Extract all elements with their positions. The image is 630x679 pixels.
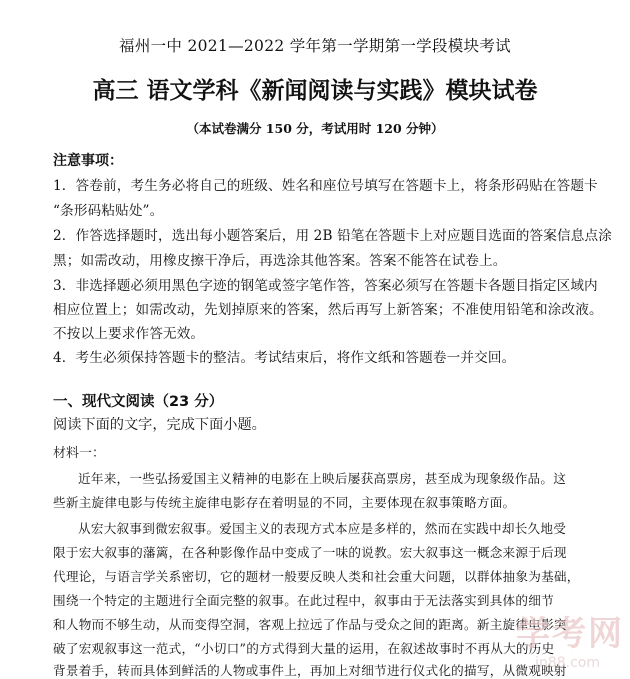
passage-line: 围绕一个特定的主题进行全面完整的叙事。在此过程中，叙事由于无法落实到具体的细节 (53, 593, 554, 608)
notice-line: 不按以上要求作答无效。 (53, 326, 205, 342)
passage-line: 些新主旋律电影与传统主旋律电影存在着明显的不同，主要体现在叙事策略方面。 (53, 495, 516, 510)
exam-subtitle: 福州一中 2021—2022 学年第一学期第一学段模块考试 (119, 37, 511, 55)
passage-line: 从宏大叙事到微宏叙事。爱国主义的表现方式本应是多样的，然而在实践中却长久地受 (78, 521, 567, 536)
material-label: 材料一： (53, 446, 106, 461)
passage-line: 和人物而不够生动，从而变得空洞，客观上拉远了作品与受众之间的距离。新主旋律电影突 (53, 617, 567, 632)
notice-line: 4．考生必须保持答题卡的整洁。考试结束后，将作文纸和答题卷一并交回。 (53, 350, 516, 366)
notice-line: 3．非选择题必须用黑色字迹的钢笔或签字笔作答，答案必须写在答题卡各题目指定区域内 (53, 278, 598, 294)
watermark-logo: 学考网 (516, 614, 624, 654)
section-instruction: 阅读下面的文字，完成下面小题。 (53, 417, 266, 433)
watermark-url: jn88.com (535, 655, 600, 671)
notice-line: “条形码粘贴处”。 (53, 203, 164, 219)
exam-note: （本试卷满分 150 分，考试用时 120 分钟） (186, 121, 444, 136)
passage-line: 背景着手，转而具体到鲜活的人物或事件上，再加上对细节进行仪式化的描写，从微观映射 (53, 663, 567, 678)
notice-line: 相应位置上；如需改动，先划掉原来的答案，然后再写上新答案；不准使用铅笔和涂改液。 (53, 302, 603, 318)
notice-heading: 注意事项： (53, 153, 123, 169)
section-heading: 一、现代文阅读（23 分） (53, 394, 224, 410)
notice-line: 1．答卷前，考生务必将自己的班级、姓名和座位号填写在答题卡上，将条形码贴在答题卡 (53, 178, 598, 194)
passage-line: 近年来，一些弘扬爱国主义精神的电影在上映后屡获高票房，甚至成为现象级作品。这 (78, 471, 567, 486)
notice-line: 黑；如需改动，用橡皮擦干净后，再选涂其他答案。答案不能答在试卷上。 (53, 253, 507, 269)
passage-line: 限于宏大叙事的藩篱，在各种影像作品中变成了一味的说教。宏大叙事这一概念来源于后现 (53, 545, 567, 560)
passage-line: 破了宏观叙事这一范式，“小切口”的方式得到大量的运用，在叙述故事时不再从大的历史 (53, 641, 555, 656)
notice-line: 2．作答选择题时，选出每小题答案后，用 2B 铅笔在答题卡上对应题目选面的答案信息点涂 (53, 228, 612, 244)
passage-line: 代理论，与语言学关系密切，它的题材一般要反映人类和社会重大问题，以群体抽象为基础， (53, 569, 580, 584)
exam-title: 高三 语文学科《新闻阅读与实践》模块试卷 (92, 78, 538, 104)
